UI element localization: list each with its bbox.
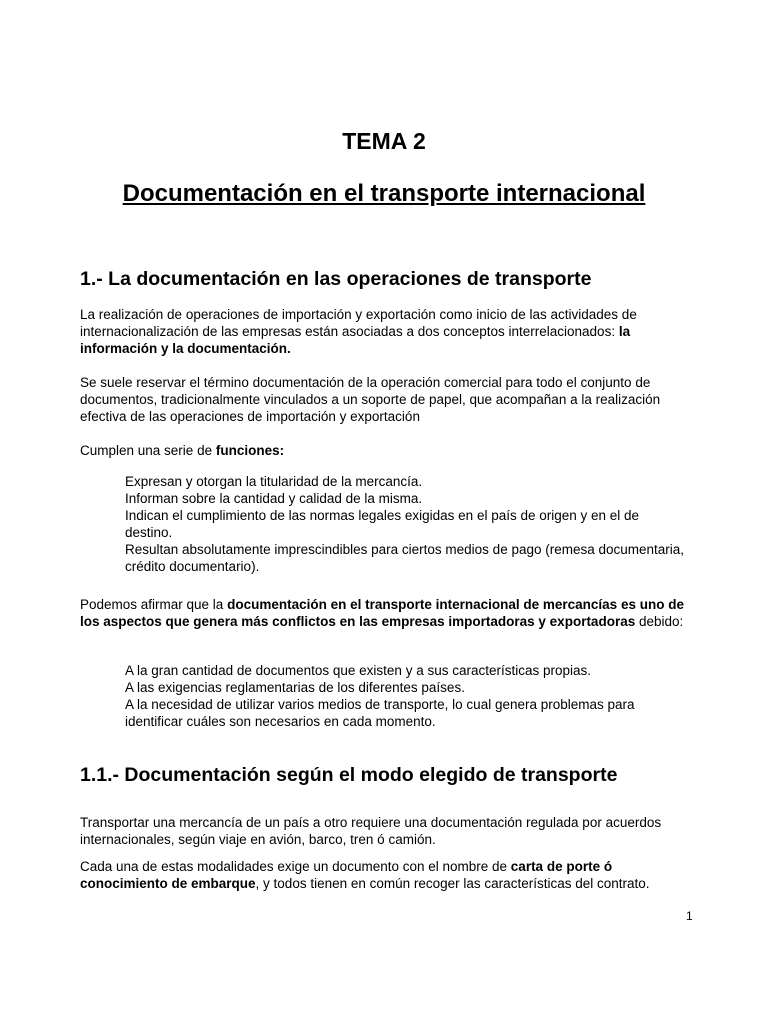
paragraph-transport-regulation: Transportar una mercancía de un país a otro requiere una documentación regulada por acuerdos internacionales, según viaje en avión, barco, tren ó camión. — [80, 815, 662, 847]
conflicts-text-end: debido: — [635, 614, 684, 629]
conflicts-bold: documentación en el transporte internacional de mercancías es uno de los aspectos que genera más conflictos en las empresas importadoras y exportadoras — [80, 597, 684, 629]
functions-intro-bold: funciones: — [215, 443, 285, 458]
paragraph-intro-bold: la información y la documentación. — [80, 324, 631, 356]
paragraph-bill-of-lading — [80, 858, 700, 892]
list-item: Informan sobre la cantidad y calidad de la misma. — [125, 491, 423, 506]
list-item: A la gran cantidad de documentos que existen y a sus características propias. — [125, 663, 592, 678]
page-number: 1 — [686, 909, 693, 923]
bill-of-lading-text-end: , y todos tienen en común recoger las características del contrato. — [255, 876, 650, 891]
functions-list — [125, 473, 685, 575]
paragraph-intro — [80, 306, 700, 357]
paragraph-intro-text: La realización de operaciones de importación y exportación como inicio de las actividades de internacionalización de las empresas están asociadas a dos conceptos interrelacionados: — [80, 307, 637, 339]
paragraph-functions-intro — [80, 442, 700, 459]
list-item: A las exigencias reglamentarias de los diferentes países. — [125, 680, 465, 695]
list-item: Expresan y otorgan la titularidad de la mercancía. — [125, 474, 423, 489]
document-title: Documentación en el transporte internacional — [122, 180, 646, 207]
section-1-1-heading: 1.1.- Documentación según el modo elegido de transporte — [80, 764, 618, 786]
topic-label: TEMA 2 — [342, 128, 426, 154]
paragraph-conflicts — [80, 596, 700, 630]
section-1-heading: 1.- La documentación en las operaciones de transporte — [80, 268, 592, 290]
bill-of-lading-text: Cada una de estas modalidades exige un documento con el nombre de — [80, 859, 511, 874]
paragraph-documentation-term: Se suele reservar el término documentación de la operación comercial para todo el conjunto de documentos, tradicionalmente vinculados a un soporte de papel, que acompañan a la realización efectiva de las operaciones de importación y exportación — [80, 375, 661, 424]
functions-intro-text: Cumplen una serie de — [80, 443, 216, 458]
conflicts-text: Podemos afirmar que la — [80, 597, 228, 612]
bill-of-lading-bold: carta de porte ó conocimiento de embarque — [80, 859, 613, 891]
list-item: A la necesidad de utilizar varios medios de transporte, lo cual genera problemas para identificar cuáles son necesarios en cada momento. — [125, 697, 635, 729]
list-item: Resultan absolutamente imprescindibles para ciertos medios de pago (remesa documentaria, crédito documentario). — [125, 542, 685, 574]
reasons-list — [125, 662, 685, 730]
list-item: Indican el cumplimiento de las normas legales exigidas en el país de origen y en el de destino. — [125, 508, 640, 540]
